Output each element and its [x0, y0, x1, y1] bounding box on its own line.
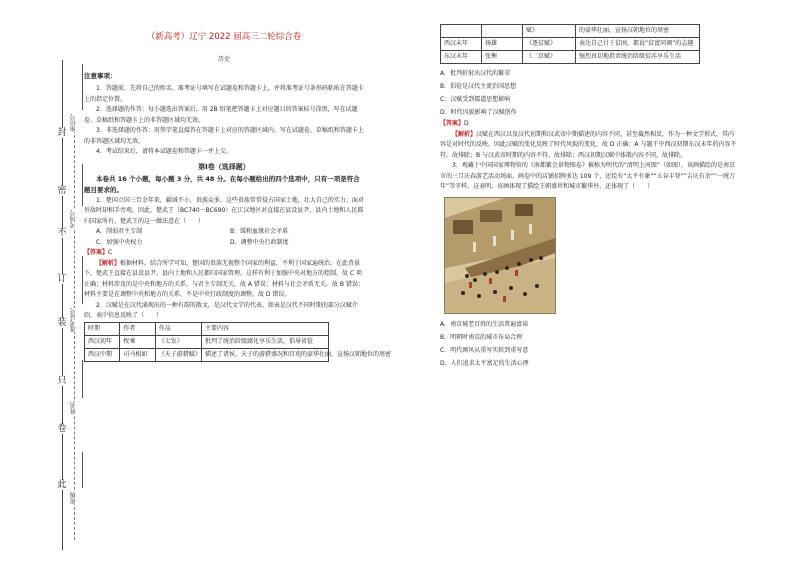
table-cell: 强烈真切地指责统治阶级贫淫享乐生活	[576, 51, 700, 64]
binding-word: 不	[54, 228, 70, 238]
table-row	[85, 348, 329, 361]
question-2-options	[440, 67, 740, 119]
table-cell: 西汉初年	[85, 335, 120, 348]
exam-room-field: 考场号	[70, 210, 80, 228]
table-header: 作品	[155, 322, 201, 335]
question-1-options	[84, 227, 364, 248]
table-cell	[482, 25, 523, 38]
option-a: A．批判折射出汉代的繁荣	[440, 70, 511, 77]
table-header-row	[85, 322, 329, 335]
class-field: 班级	[70, 492, 80, 504]
table-cell: 《天子游猎赋》	[155, 348, 201, 361]
option-c: C．明代画风从重写实转到重写意	[440, 346, 529, 354]
question-2-answer	[440, 119, 740, 130]
binding-word: 封	[54, 128, 70, 138]
question-1-stem: 1．楚国立国三百余年来，疆域不小，贵族众多，这些贵族常常侵占国家土地，壮大自己的实力；面对外敌时却相手旁观。因此，楚武王（BC740－BC690）在江汉地区对直接在县设县尹，县内土地和人民都归国家所有。楚武王的这一做法意在（ ）	[84, 196, 364, 225]
table-cell: 张衡	[482, 51, 523, 64]
binding-word: 此	[54, 480, 70, 490]
option-b: B．缓和血缘社会矛盾	[230, 228, 289, 235]
table-header: 主要内容	[202, 322, 329, 335]
answer-tag: 【答案】	[440, 120, 465, 127]
name-line[interactable]	[82, 360, 83, 398]
table-cell: 赋》	[523, 25, 576, 38]
table-row	[441, 38, 700, 51]
question-2-table	[84, 322, 392, 362]
option-c: C．加强中央权力	[96, 238, 143, 246]
table-cell: 枚乘	[120, 335, 155, 348]
page-title: （新高考）辽宁 2022 届高三二轮综合卷	[146, 32, 302, 42]
notice-item: 1．答题前，先将自己的姓名、准考证号填写在试题卷和答题卡上，并将准考证号条形码粘贴在答题卡上的指定位置。	[84, 85, 364, 103]
binding-word: 密	[54, 186, 70, 196]
question-1-analysis	[84, 259, 364, 301]
table-header: 时期	[85, 322, 120, 335]
table-cell: 西汉中期	[85, 348, 120, 361]
table-cell: 《二京赋》	[523, 51, 576, 64]
table-row	[441, 25, 700, 38]
table-row	[85, 335, 329, 348]
seat-number-field: 座位号	[70, 114, 80, 132]
notice-item: 4．考试结束后，请将本试题卷和答题卡一并上交。	[96, 148, 232, 155]
binding-word: 订	[54, 274, 70, 284]
section-intro: 本卷共 16 个小题，每小题 3 分，共 48 分。在每小题给出的四个选项中，只有一项是符合题目要求的。	[84, 174, 360, 194]
table-cell: 西汉末年	[441, 38, 482, 51]
table-row	[441, 51, 700, 64]
table-header: 作者	[120, 322, 155, 335]
class-line[interactable]	[82, 452, 83, 488]
notice-label: 注意事项：	[84, 72, 117, 80]
table-cell: 司马相如	[120, 348, 155, 361]
table-cell	[441, 25, 482, 38]
answer-tag: 【答案】	[84, 249, 109, 256]
option-a: A．削弱君主专制	[96, 228, 143, 235]
option-a: A．南京城老百姓的生活普遍富裕	[440, 320, 529, 328]
option-d: D．调整中央行政制度	[230, 238, 289, 246]
admission-number-line[interactable]	[82, 256, 83, 304]
binding-word: 只	[54, 376, 70, 386]
question-1-answer	[84, 248, 364, 259]
analysis-tag: 【解析】	[452, 130, 477, 138]
notice-item: 2．选择题的作答：每小题选出答案后，用 2B 铅笔把答题卡上对应题目的答案标号涂黑，写在试题卷、草稿纸和答题卡上的非答题区域均无效。	[84, 106, 358, 124]
option-c: C．汉赋受到儒道思想影响	[440, 96, 511, 103]
exam-room-line[interactable]	[82, 164, 83, 206]
section-title: 第Ⅰ卷（选择题）	[198, 162, 250, 171]
table-cell: 批判了统治阶级腐化享乐生活，倡导省俭	[202, 335, 329, 348]
notice-item: 3．非选择题的作答：用签字笔直接答在答题卡上对应的答题区域内。写在试题卷、草稿纸和答题卡上的非答题区域均无效。	[84, 127, 364, 145]
table-cell: 《逐贫赋》	[523, 38, 576, 51]
analysis-tag: 【解析】	[96, 259, 121, 267]
option-b: B．倡俭是汉代主流治国思想	[440, 83, 517, 90]
answer-value: D	[464, 120, 469, 127]
table-cell: 表达自己甘于贫困，都说“贫富同调”的志趣	[576, 38, 700, 51]
admission-number-field: 准考证号	[70, 308, 80, 332]
table-cell: 东汉末年	[441, 51, 482, 64]
binding-strip	[18, 60, 88, 560]
subject-label: 历史	[217, 56, 230, 63]
question-3-stem: 3．观藏于中国国家博物馆的《南都繁会景物图卷》被称为明代的“清明上河图”（如图），该画描绘的是南京市的三月庆春游艺活动场面。画卷中的店铺招牌多达 109 个，还绘有“太平有象”“五谷丰登”“吉庆有余”“一统万年”等字样。这表明，该画体现了描绘王朝盛世和城市繁华外，还体现了（ ）	[440, 162, 736, 190]
seat-number-line[interactable]	[82, 64, 83, 110]
table-cell: 《七发》	[155, 335, 201, 348]
question-2-table-continued	[440, 24, 700, 64]
table-cell: 的豪华壮丽，宣扬汉朝地位的周密	[576, 25, 700, 38]
table-cell: 描述了诸侯、天子的游猎盛况和宫苑的豪华壮丽，宣扬汉朝地位的周密	[202, 348, 329, 361]
painting-image	[444, 197, 556, 314]
table-cell: 扬雄	[482, 38, 523, 51]
analysis-text: 根据材料，结合所学可知，楚国的贵族无视整个国家的利益，不利于国家遍统治，在此背景下，楚武王直接在县设县尹，县内土地和人民都归国家管理，这样有利于加强中央对地方的控制，故 C 项正确；材料涉及的是中央和地方的关系，与君主专制无关，故 A 错误；材料与社会矛盾无关，故 B 错误；材料主要是在调整中央和地方的关系，不是中央行政制度的调整，故 D 错误。	[84, 259, 364, 298]
option-d: D．时代风貌影响了汉赋创作	[440, 109, 517, 116]
binding-word: 卷	[54, 424, 70, 434]
option-d: D．人们追求太平富足的生活心理	[440, 359, 529, 367]
question-3-options	[440, 318, 740, 370]
question-2-analysis	[440, 130, 740, 162]
name-field: 姓名	[70, 402, 80, 414]
option-b: B．明朝时南京的城市布局合理	[440, 333, 523, 341]
binding-word: 装	[54, 318, 70, 328]
painting-illustration	[445, 198, 555, 313]
right-column	[440, 27, 740, 370]
analysis-text: 汉赋在西汉以及汉代初期和汉武帝中期描述的内容不同，甚至截然相反，作为一种文学形式，其内容是对时代的反映，因此汉赋的变化反映了时代风貌的变化，故 D 正确；A 与题干中西汉初期东汉末年的内容不符，故排除；B 与汉武帝时期的内容不符，故排除；西汉初期汉赋中体散内容不同，故排除。	[440, 130, 737, 159]
answer-value: C	[108, 249, 113, 256]
question-2-stem: 2．汉赋是在汉代涌现出的一种有韵的散文，是汉代文学的代表。如表是汉代不同时期的部分汉赋介绍，表中信息反映了（ ）	[84, 301, 358, 319]
left-column	[84, 30, 392, 362]
